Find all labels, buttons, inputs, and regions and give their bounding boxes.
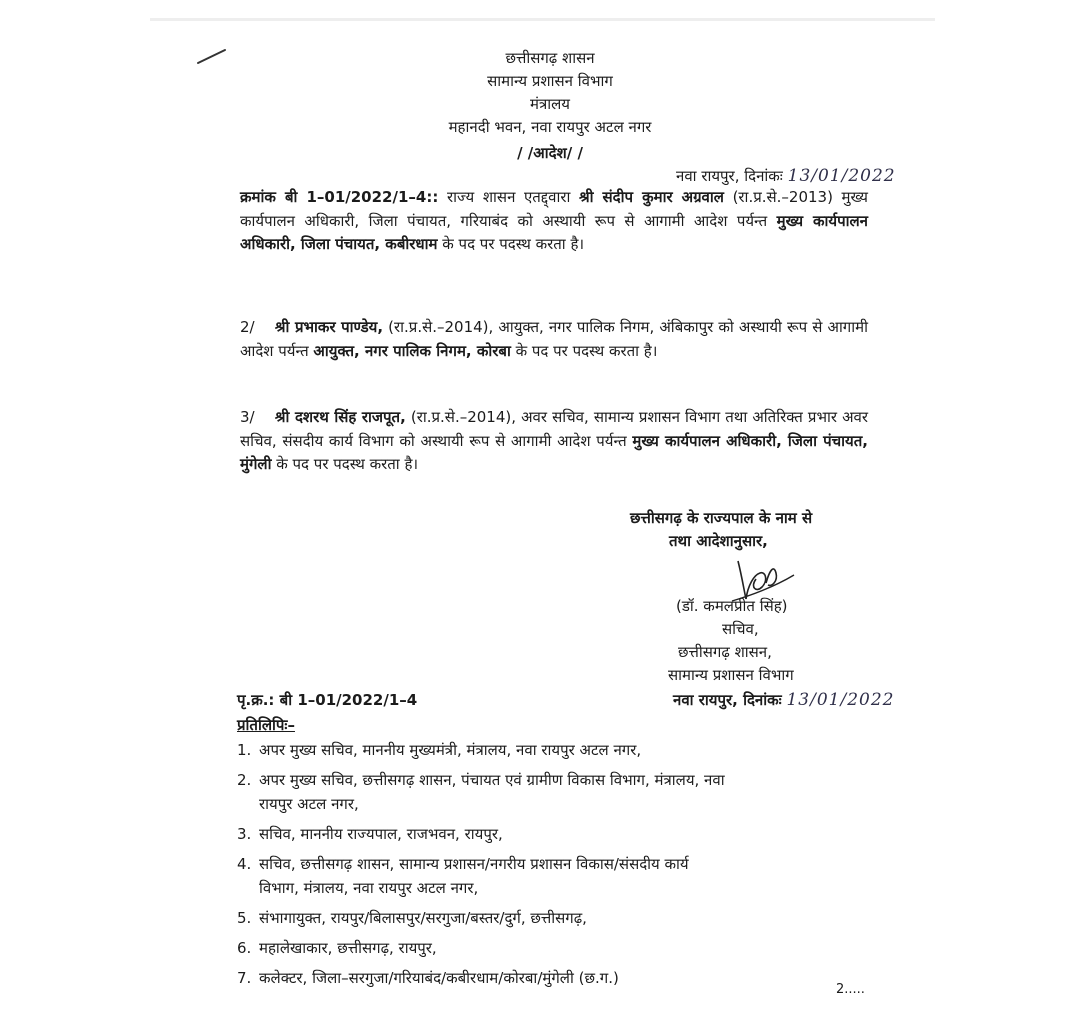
posting-2: आयुक्त, नगर पालिक निगम, कोरबा (313, 341, 511, 360)
para3-number: 3/ (240, 408, 255, 426)
authority-line-1: छत्तीसगढ़ के राज्यपाल के नाम से (630, 509, 813, 527)
order-title: / /आदेश/ / (517, 144, 583, 162)
list-item (237, 852, 869, 876)
list-item (237, 822, 869, 846)
copy-heading (237, 715, 295, 735)
header-ministry: मंत्रालय (529, 95, 570, 113)
para3-text-1: (रा.प्र.से.–2014), अवर सचिव, सामान्य प्रशासन विभाग तथा अतिरिक्त प्रभार अवर सचिव, संसदीय कार्य विभाग को अस्थायी रूप से आगामी आदेश पर्यन्त (240, 408, 869, 450)
header-department: सामान्य प्रशासन विभाग (487, 72, 613, 90)
para3-text-2: के पद पर पदस्थ करता है। (271, 455, 419, 474)
handwritten-date: 13/01/2022 (787, 166, 896, 186)
page-continuation-marker: 2..... (836, 982, 865, 997)
date-line (676, 166, 896, 186)
list-item (237, 906, 869, 930)
list-item-continuation: विभाग, मंत्रालय, नवा रायपुर अटल नगर, (259, 879, 479, 897)
order-paragraph-2 (240, 316, 868, 363)
signatory-govt: छत्तीसगढ़ शासन, (678, 643, 772, 661)
list-item (237, 966, 869, 990)
signatory-title: सचिव, (722, 620, 759, 638)
posting-3: मुख्य कार्यपालन अधिकारी, जिला पंचायत, मुंगेली (240, 431, 868, 474)
header-govt: छत्तीसगढ़ शासन (505, 49, 595, 67)
officer-name-3: श्री दशरथ सिंह राजपूत, (274, 408, 406, 426)
para1-text-3: के पद पर पदस्थ करता है। (437, 235, 585, 254)
list-text: अपर मुख्य सचिव, माननीय मुख्यमंत्री, मंत्रालय, नवा रायपुर अटल नगर, (259, 741, 642, 759)
list-text: सचिव, छत्तीसगढ़ शासन, सामान्य प्रशासन/नगरीय प्रशासन विकास/संसदीय कार्य (259, 855, 689, 873)
copy-heading-text: प्रतिलिपिः– (237, 716, 295, 734)
list-number: 2. (237, 771, 252, 789)
list-number: 3. (237, 825, 252, 843)
endorsement-date-label: नवा रायपुर, दिनांकः (673, 691, 782, 709)
order-number: क्रमांक बी 1–01/2022/1–4:: (240, 188, 439, 206)
copy-list (237, 738, 869, 990)
para2-number: 2/ (240, 318, 255, 336)
list-item-continuation: रायपुर अटल नगर, (259, 795, 359, 813)
endorsement-reference: पृ.क्र.: बी 1–01/2022/1–4 (237, 691, 418, 709)
list-text: संभागायुक्त, रायपुर/बिलासपुर/सरगुजा/बस्तर/दुर्ग, छत्तीसगढ़, (259, 909, 587, 927)
list-text: सचिव, माननीय राज्यपाल, राजभवन, रायपुर, (259, 825, 503, 843)
para2-text-1: (रा.प्र.से.–2014), आयुक्त, नगर पालिक निगम, अंबिकापुर को अस्थायी रूप से आगामी आदेश पर्यन्त (240, 318, 868, 360)
endorsement-handwritten-date: 13/01/2022 (786, 690, 895, 710)
list-number: 1. (237, 741, 252, 759)
para2-text-2: के पद पर पदस्थ करता है। (510, 341, 658, 360)
list-item (237, 936, 869, 960)
endorsement-date-line (673, 690, 894, 710)
date-label: नवा रायपुर, दिनांकः (676, 167, 783, 185)
list-number: 5. (237, 909, 252, 927)
order-paragraph-1 (240, 186, 868, 257)
list-text: कलेक्टर, जिला–सरगुजा/गरियाबंद/कबीरधाम/कोरबा/मुंगेली (छ.ग.) (259, 969, 619, 987)
para1-text-2: (रा.प्र.से.–2013) मुख्य कार्यपालन अधिकारी, जिला पंचायत, गरियाबंद को अस्थायी रूप से आगामी आदेश पर्यन्त (240, 188, 868, 230)
scan-edge-line (150, 18, 935, 21)
signatory-name: (डॉ. कमलप्रीत सिंह) (676, 597, 788, 615)
list-number: 6. (237, 939, 252, 957)
list-item (237, 768, 869, 792)
posting-1: मुख्य कार्यपालन अधिकारी, जिला पंचायत, कबीरधाम (240, 211, 868, 254)
list-item (237, 738, 869, 762)
list-number: 7. (237, 969, 252, 987)
officer-name-2: श्री प्रभाकर पाण्डेय, (274, 318, 384, 336)
list-number: 4. (237, 855, 252, 873)
authority-line-2: तथा आदेशानुसार, (669, 532, 768, 550)
list-text: महालेखाकार, छत्तीसगढ़, रायपुर, (259, 939, 437, 957)
signatory-department: सामान्य प्रशासन विभाग (668, 666, 794, 684)
list-text: अपर मुख्य सचिव, छत्तीसगढ़ शासन, पंचायत एवं ग्रामीण विकास विभाग, मंत्रालय, नवा (259, 771, 725, 789)
para1-text-1: राज्य शासन एतद्द्वारा (438, 188, 579, 206)
header-address: महानदी भवन, नवा रायपुर अटल नगर (448, 118, 652, 136)
order-paragraph-3 (240, 406, 868, 477)
officer-name-1: श्री संदीप कुमार अग्रवाल (578, 188, 724, 206)
